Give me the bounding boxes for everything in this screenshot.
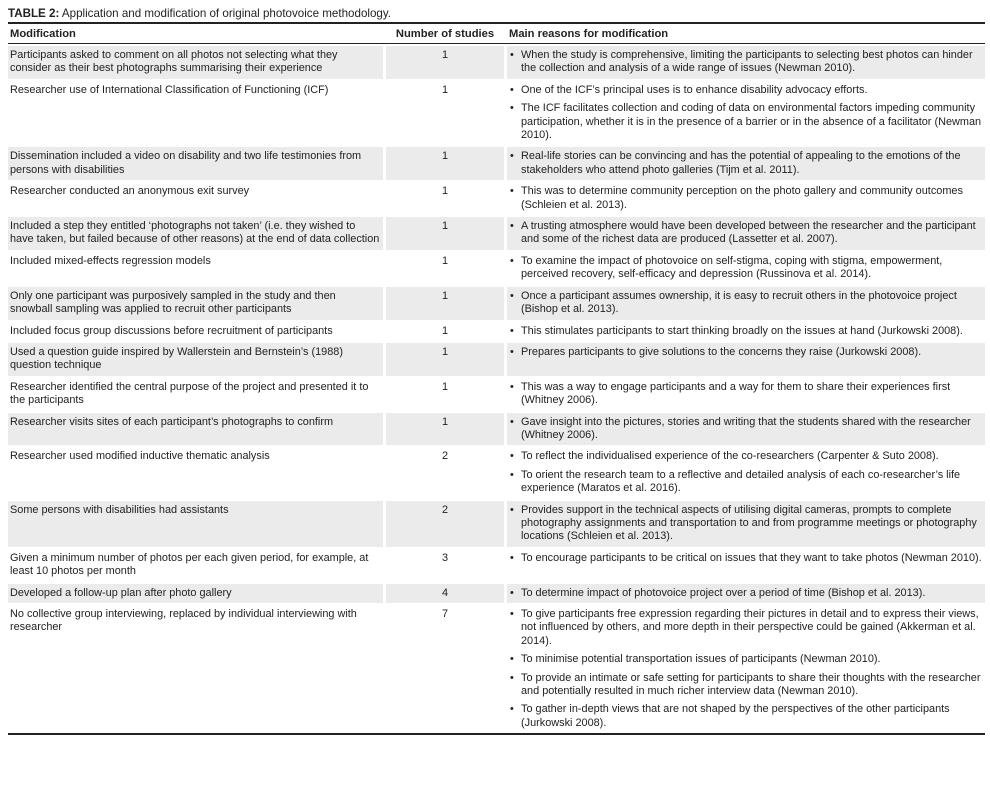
reason-item: • Once a participant assumes ownership, it is easy to recruit others in the photovoice project (Bishop et al. 2013). <box>509 290 983 317</box>
number-of-studies-cell: 1 <box>383 285 507 320</box>
modification-cell: Dissemination included a video on disability and two life testimonies from persons with disabilities <box>8 145 383 180</box>
number-of-studies-cell: 1 <box>383 180 507 215</box>
reason-item: • To orient the research team to a reflective and detailed analysis of each co-researcher’s life experience (Maratos et al. 2016). <box>509 469 983 496</box>
table-row <box>8 215 985 250</box>
reasons-cell <box>507 376 985 411</box>
reasons-cell <box>507 79 985 146</box>
reasons-list <box>509 49 983 76</box>
reason-item: • To gather in-depth views that are not shaped by the perspectives of the other participants (Jurkowski 2008). <box>509 703 983 730</box>
modification-cell: Included a step they entitled ‘photographs not taken’ (i.e. they wished to have taken, but failed because of other reasons) at the end of data collection <box>8 215 383 250</box>
header-row <box>8 24 985 44</box>
modification-cell: Researcher use of International Classification of Functioning (ICF) <box>8 79 383 146</box>
number-of-studies-cell: 1 <box>383 79 507 146</box>
table-row <box>8 341 985 376</box>
reasons-cell <box>507 145 985 180</box>
reasons-list <box>509 185 983 212</box>
modification-cell: Researcher used modified inductive thematic analysis <box>8 445 383 498</box>
reasons-cell <box>507 341 985 376</box>
modification-table <box>8 22 985 735</box>
table-row <box>8 582 985 603</box>
reason-item: • One of the ICF’s principal uses is to enhance disability advocacy efforts. <box>509 84 983 97</box>
header-number-of-studies: Number of studies <box>383 24 507 44</box>
reasons-list <box>509 552 983 565</box>
table-row <box>8 499 985 547</box>
header-modification: Modification <box>8 24 383 44</box>
caption-label: TABLE 2: <box>8 7 60 20</box>
table-row <box>8 250 985 285</box>
reason-item: • To minimise potential transportation issues of participants (Newman 2010). <box>509 653 983 666</box>
reasons-list <box>509 450 983 495</box>
reason-item: • This was to determine community perception on the photo gallery and community outcomes (Schleien et al. 2013). <box>509 185 983 212</box>
reason-item: • To encourage participants to be critical on issues that they want to take photos (Newman 2010). <box>509 552 983 565</box>
table-container <box>8 6 985 735</box>
caption-text: Application and modification of original photovoice methodology. <box>59 7 392 20</box>
number-of-studies-cell: 1 <box>383 320 507 341</box>
number-of-studies-cell: 1 <box>383 376 507 411</box>
modification-cell: Some persons with disabilities had assistants <box>8 499 383 547</box>
reason-item: • To provide an intimate or safe setting for participants to share their thoughts with the researcher and potentially resulted in much richer interview data (Newman 2010). <box>509 672 983 699</box>
reasons-list <box>509 220 983 247</box>
number-of-studies-cell: 1 <box>383 145 507 180</box>
number-of-studies-cell: 2 <box>383 499 507 547</box>
reasons-cell <box>507 180 985 215</box>
reason-item: • Gave insight into the pictures, stories and writing that the students shared with the researcher (Whitney 2006). <box>509 416 983 443</box>
reasons-cell <box>507 44 985 79</box>
modification-cell: Only one participant was purposively sampled in the study and then snowball sampling was applied to recruit other participants <box>8 285 383 320</box>
reasons-list <box>509 150 983 177</box>
reasons-cell <box>507 445 985 498</box>
table-row <box>8 320 985 341</box>
table-row <box>8 603 985 733</box>
modification-cell: Given a minimum number of photos per each given period, for example, at least 10 photos per month <box>8 547 383 582</box>
reason-item: • Real-life stories can be convincing and has the potential of appealing to the emotions of the stakeholders who attend photo galleries (Tijm et al. 2011). <box>509 150 983 177</box>
modification-cell: Researcher visits sites of each participant’s photographs to confirm <box>8 411 383 446</box>
table-row <box>8 79 985 146</box>
number-of-studies-cell: 4 <box>383 582 507 603</box>
reasons-list <box>509 587 983 600</box>
number-of-studies-cell: 1 <box>383 250 507 285</box>
table-row <box>8 285 985 320</box>
reason-item: • To give participants free expression regarding their pictures in detail and to express their views, not influenced by others, and more depth in their perspective could be gained (Akkerman et al. 2014). <box>509 608 983 648</box>
reasons-list <box>509 381 983 408</box>
reasons-list <box>509 608 983 730</box>
modification-cell: Researcher identified the central purpose of the project and presented it to the participants <box>8 376 383 411</box>
number-of-studies-cell: 1 <box>383 215 507 250</box>
reason-item: • A trusting atmosphere would have been developed between the researcher and the participant and some of the richest data are produced (Lassetter et al. 2007). <box>509 220 983 247</box>
table-row <box>8 547 985 582</box>
header-main-reasons: Main reasons for modification <box>507 24 985 44</box>
reason-item: • This was a way to engage participants and a way for them to share their experiences first (Whitney 2006). <box>509 381 983 408</box>
reasons-cell <box>507 547 985 582</box>
table-row <box>8 376 985 411</box>
reasons-cell <box>507 411 985 446</box>
modification-cell: Included focus group discussions before recruitment of participants <box>8 320 383 341</box>
modification-cell: No collective group interviewing, replaced by individual interviewing with researcher <box>8 603 383 733</box>
reason-item: • This stimulates participants to start thinking broadly on the issues at hand (Jurkowski 2008). <box>509 325 983 338</box>
reasons-cell <box>507 215 985 250</box>
reason-item: • The ICF facilitates collection and coding of data on environmental factors impeding community participation, whether it is in the presence of a barrier or in the absence of a facilitator (Newman 2010). <box>509 102 983 142</box>
modification-cell: Used a question guide inspired by Wallerstein and Bernstein’s (1988) question technique <box>8 341 383 376</box>
reasons-list <box>509 255 983 282</box>
reasons-cell <box>507 285 985 320</box>
reasons-cell <box>507 499 985 547</box>
number-of-studies-cell: 1 <box>383 341 507 376</box>
number-of-studies-cell: 1 <box>383 44 507 79</box>
reason-item: • To reflect the individualised experience of the co-researchers (Carpenter & Suto 2008). <box>509 450 983 463</box>
reasons-cell <box>507 250 985 285</box>
number-of-studies-cell: 1 <box>383 411 507 446</box>
table-row <box>8 445 985 498</box>
modification-cell: Developed a follow-up plan after photo gallery <box>8 582 383 603</box>
reasons-list <box>509 290 983 317</box>
reason-item: • Prepares participants to give solutions to the concerns they raise (Jurkowski 2008). <box>509 346 983 359</box>
reasons-list <box>509 325 983 338</box>
table-row <box>8 411 985 446</box>
modification-cell: Participants asked to comment on all photos not selecting what they consider as their best photographs summarising their experience <box>8 44 383 79</box>
modification-cell: Included mixed-effects regression models <box>8 250 383 285</box>
table-row <box>8 145 985 180</box>
table-caption <box>8 6 985 22</box>
reason-item: • When the study is comprehensive, limiting the participants to selecting best photos can hinder the collection and analysis of a wide range of issues (Newman 2010). <box>509 49 983 76</box>
reason-item: • To examine the impact of photovoice on self-stigma, coping with stigma, empowerment, perceived recovery, self-efficacy and depression (Russinova et al. 2014). <box>509 255 983 282</box>
table-row <box>8 44 985 79</box>
reasons-cell <box>507 582 985 603</box>
number-of-studies-cell: 7 <box>383 603 507 733</box>
reason-item: • Provides support in the technical aspects of utilising digital cameras, prompts to complete photography assignments and transportation to and from programme meetings or photography locations (Schleien et al. 2013). <box>509 504 983 544</box>
table-row <box>8 180 985 215</box>
reasons-cell <box>507 603 985 733</box>
number-of-studies-cell: 3 <box>383 547 507 582</box>
reasons-list <box>509 84 983 143</box>
number-of-studies-cell: 2 <box>383 445 507 498</box>
reasons-list <box>509 504 983 544</box>
modification-cell: Researcher conducted an anonymous exit survey <box>8 180 383 215</box>
reasons-cell <box>507 320 985 341</box>
reason-item: • To determine impact of photovoice project over a period of time (Bishop et al. 2013). <box>509 587 983 600</box>
reasons-list <box>509 346 983 359</box>
reasons-list <box>509 416 983 443</box>
